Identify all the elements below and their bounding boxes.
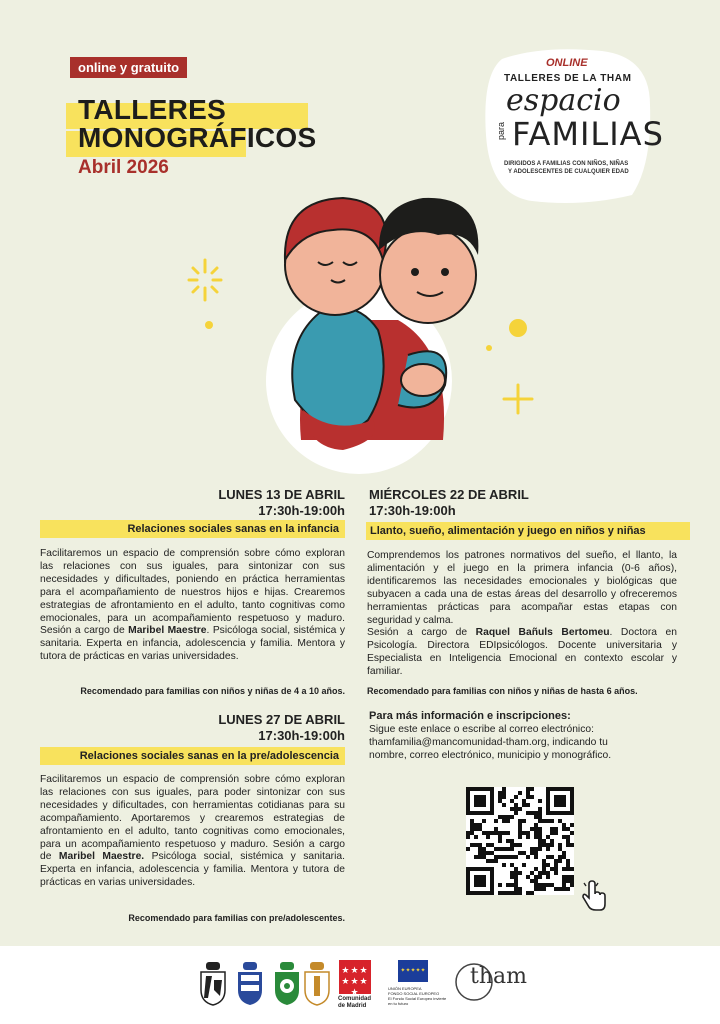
hugging-children-illustration bbox=[183, 180, 543, 460]
madrid-stars: ★★★ ★★★ ★ bbox=[341, 965, 369, 997]
logo-line1: TALLERES DE LA THAM bbox=[504, 73, 632, 84]
info-text bbox=[369, 723, 611, 762]
municipality-crest-3 bbox=[272, 960, 302, 1006]
session1-text-b: . Psicóloga social, sistémica y sanitaria. Experta en infancia, adolescencia y familia. Mentora y tutora de prácticas en varias universidades. bbox=[40, 625, 345, 663]
session3-topic: Llanto, sueño, alimentación y juego en niños y niñas bbox=[366, 522, 690, 540]
session3-day: MIÉRCOLES 22 DE ABRIL bbox=[369, 487, 529, 502]
eu-text-1: UNIÓN EUROPEA bbox=[388, 986, 422, 991]
session1-topic: Relaciones sociales sanas en la infancia bbox=[40, 520, 345, 538]
logo-word2: FAMILIAS bbox=[512, 115, 664, 153]
logo-online: ONLINE bbox=[546, 57, 588, 69]
info-email[interactable]: thamfamilia@mancomunidad-tham.org, indicando tu bbox=[369, 737, 608, 748]
session3-recommended: Recomendado para familias con niños y niñas de hasta 6 años. bbox=[367, 686, 638, 696]
session2-recommended: Recomendado para familias con pre/adolescentes. bbox=[128, 913, 345, 923]
madrid-text-1: Comunidad bbox=[338, 996, 371, 1002]
logo-para: para bbox=[496, 121, 506, 140]
logo-word1: espacio bbox=[506, 83, 621, 118]
eu-text-2: FONDO SOCIAL EUROPEO bbox=[388, 991, 440, 996]
session2-text-b: Psicóloga social, sistémica y sanitaria. Experta en infancia, adolescencia y familia. Mentora y tutora de prácticas en varias universidades. bbox=[40, 851, 345, 889]
session2-description bbox=[40, 774, 345, 890]
session3-time: 17:30h-19:00h bbox=[369, 503, 456, 518]
session2-speaker: Maribel Maestre. bbox=[58, 851, 145, 863]
session2-time: 17:30h-19:00h bbox=[258, 728, 345, 743]
page-title-line2: MONOGRÁFICOS bbox=[78, 122, 317, 153]
session3-speaker: Raquel Bañuls Bertomeu bbox=[475, 627, 610, 639]
eu-stars: ✦✦✦✦✦ bbox=[400, 968, 426, 974]
qr-code[interactable] bbox=[466, 787, 574, 895]
online-free-tag: online y gratuito bbox=[70, 57, 187, 78]
municipality-crest-2 bbox=[235, 960, 265, 1006]
info-line1: Sigue este enlace o escribe al correo electrónico: bbox=[369, 724, 594, 735]
session1-description bbox=[40, 548, 345, 664]
session3-text-b: . Doctora en Psicología. Directora EDIpsicólogos. Docente universitaria y Especialista en Inteligencia Emocional en contexto escolar y familiar. bbox=[367, 627, 677, 678]
eu-text bbox=[388, 986, 448, 1006]
info-line3: nombre, correo electrónico, municipio y monográfico. bbox=[369, 750, 612, 761]
session2-day: LUNES 27 DE ABRIL bbox=[218, 712, 345, 727]
session1-speaker: Maribel Maestre bbox=[128, 625, 207, 637]
session3-text-a: Comprendemos los patrones normativos del sueño, el llanto, la alimentación y el juego en la primera infancia (0-6 años), identificaremos las necesidades emocionales y biológicas que subyacen a cada una de estas áreas del desarrollo y ofreceremos herramientas prácticas para acompañar estas etapas con seguridad y calma. bbox=[367, 550, 677, 626]
info-heading: Para más información e inscripciones: bbox=[369, 710, 571, 722]
madrid-text-2: de Madrid bbox=[338, 1003, 367, 1009]
municipality-crest-1 bbox=[198, 960, 228, 1006]
sparkle-icon bbox=[189, 260, 221, 300]
session1-day: LUNES 13 DE ABRIL bbox=[218, 487, 345, 502]
qr-code-pattern bbox=[466, 787, 574, 895]
session1-time: 17:30h-19:00h bbox=[258, 503, 345, 518]
comunidad-madrid-logo bbox=[339, 960, 371, 997]
eu-flag-logo bbox=[398, 960, 428, 982]
eu-text-3: El Fondo Social Europeo invierte en tu futuro bbox=[388, 996, 447, 1006]
session1-text-a: Facilitaremos un espacio de comprensión sobre cómo exploran las relaciones con sus iguales, para sintonizar con sus necesidades y dificultades, poniendo en práctica herramientas para el acompañamiento de nuestros hijos e hijas. Crearemos estrategias de afrontamiento en el adulto, tanto cognitivas como emocionales, para un acompañamiento respetuoso y maduro. Sesión a cargo de bbox=[40, 548, 345, 637]
logo-sub1: DIRIGIDOS A FAMILIAS CON NIÑOS, NIÑAS bbox=[504, 161, 629, 167]
tham-logo-text: tham bbox=[470, 964, 527, 989]
madrid-text bbox=[338, 996, 371, 1010]
session2-text-a: Facilitaremos un espacio de comprensión sobre cómo exploran las relaciones con sus iguales, para poder sintonizar con sus necesidades y dificultades, con herramientas cotidianas para su acompañamiento. Aportaremos y crearemos estrategias de afrontamiento en el adulto, tanto cognitivas como emocionales, para un acompañamiento respetuoso y maduro. Sesión a cargo de bbox=[40, 774, 345, 863]
page-title-line1: TALLERES bbox=[78, 94, 227, 125]
session3-text-c: Sesión a cargo de bbox=[367, 627, 476, 639]
session3-description bbox=[367, 550, 677, 679]
page-date: Abril 2026 bbox=[78, 157, 169, 178]
logo-sub2: Y ADOLESCENTES DE CUALQUIER EDAD bbox=[508, 169, 629, 175]
municipality-crest-4 bbox=[302, 960, 332, 1006]
session2-topic: Relaciones sociales sanas en la pre/adolescencia bbox=[40, 747, 345, 765]
hand-pointer-icon bbox=[580, 880, 608, 912]
session1-recommended: Recomendado para familias con niños y niñas de 4 a 10 años. bbox=[80, 686, 345, 696]
